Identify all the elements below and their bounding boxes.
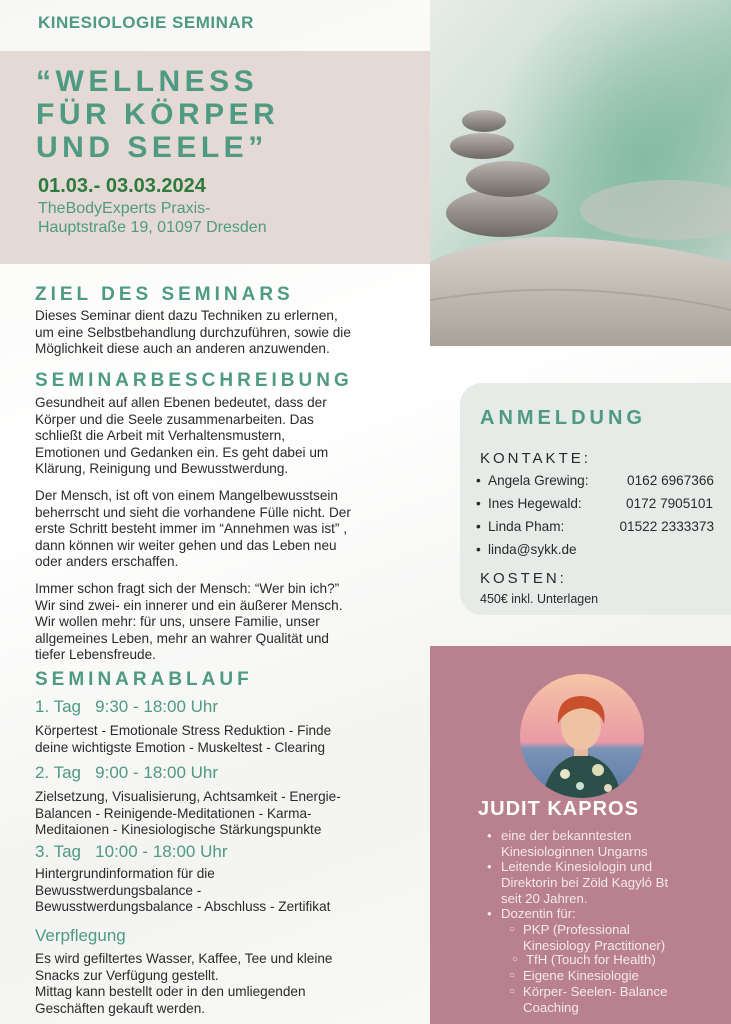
contact-phone-1[interactable]: 0162 6967366 [627, 473, 714, 488]
trainer-sub-4 [523, 984, 667, 1016]
text-line: ○ Körper- Seelen- Balance [523, 984, 668, 999]
text-line: oder anders erschaffen. [35, 554, 179, 569]
day-1-text [35, 723, 331, 756]
title-line-1: “WELLNESS [36, 65, 259, 98]
text-line: Körpertest - Emotionale Stress Reduktion - Finde [35, 723, 332, 738]
text-line: tiefer Lebensfreude. [35, 647, 156, 662]
text-line: Coaching [523, 1000, 579, 1015]
trainer-sub-3: ○ Eigene Kinesiologie [523, 968, 639, 984]
day-3-title: 3. Tag 10:00 - 18:00 Uhr [35, 842, 228, 861]
title-block [0, 51, 430, 264]
text-line: Körper und die Seele zusammenarbeiten. Das [35, 411, 314, 427]
contact-phone-3[interactable]: 01522 2333373 [619, 519, 714, 534]
text-line: Klärung, Reinigung und Bewusstwerdung. [35, 461, 289, 476]
beschreibung-p3 [35, 581, 343, 664]
text-line: Mittag kann bestellt oder in den umliegenden [35, 984, 306, 999]
day-2-text [35, 789, 341, 839]
text-line: Kinesiology Practitioner) [523, 938, 666, 953]
text-line: erste Schritt besteht immer im “Annehmen was ist” , [35, 521, 347, 536]
beschreibung-p1 [35, 395, 328, 478]
day-2-title: 2. Tag 9:00 - 18:00 Uhr [35, 763, 219, 782]
registration-heading: ANMELDUNG [480, 407, 646, 429]
beschreibung-heading: SEMINARBESCHREIBUNG [35, 370, 353, 391]
text-line: dann können wir weiter gehen und das Leben neu [35, 537, 337, 553]
text-line: Gesundheit auf allen Ebenen bedeutet, dass der [35, 395, 327, 410]
text-line: Balancen - Reinigende-Meditationen - Karma- [35, 805, 312, 821]
text-line: Der Mensch, ist oft von einem Mangelbewusstsein [35, 488, 338, 503]
price: 450€ inkl. Unterlagen [480, 592, 599, 606]
text-line: deine wichtigste Emotion - Muskeltest - Clearing [35, 739, 326, 755]
text-line: Möglichkeit diese auch an anderen anzuwenden. [35, 341, 330, 356]
contact-name-1: • Angela Grewing: [488, 473, 589, 488]
text-line: • eine der bekanntesten [501, 828, 632, 843]
text-line: Snacks zur Verfügung gestellt. [35, 967, 219, 983]
contact-name-3: • Linda Pham: [488, 519, 564, 534]
text-line: Geschäften gekauft werden. [35, 1000, 206, 1016]
text-line: Wir sind zwei- ein innerer und ein äußerer Mensch. [35, 597, 343, 613]
venue-line-1: TheBodyExperts Praxis- [38, 200, 211, 217]
trainer-avatar [520, 674, 644, 798]
contacts-label: KONTAKTE: [480, 450, 591, 467]
title-line-2: FÜR KÖRPER [36, 98, 280, 131]
text-line: beherrscht und sieht die vorhandene Fülle nicht. Der [35, 504, 351, 520]
venue-line-2: Hauptstraße 19, 01097 Dresden [38, 219, 267, 236]
day-1-title: 1. Tag 9:30 - 18:00 Uhr [35, 697, 219, 716]
trainer-name: JUDIT KAPROS [478, 798, 639, 820]
beschreibung-p2 [35, 488, 351, 571]
contact-name-2: • Ines Hegewald: [488, 496, 582, 511]
text-line: • Leitende Kinesiologin und [501, 859, 653, 874]
text-line: ○ PKP (Professional [523, 922, 630, 937]
registration-box [460, 383, 731, 615]
text-line: Emotionen und Gedanken ein. Es geht dabei um [35, 444, 329, 460]
text-line: Wir wollen mehr: für uns, unsere Familie, unser [35, 614, 320, 629]
text-line: allgemeines Leben, mehr an wahrer Qualität und [35, 630, 329, 646]
text-line: schließt die Arbeit mit Verhaltensmustern, [35, 428, 286, 443]
seminar-label: KINESIOLOGIE SEMINAR [38, 13, 254, 32]
text-line: Immer schon fragt sich der Mensch: “Wer bin ich?” [35, 581, 340, 596]
text-line: Meditaionen - Kinesiologische Stärkungspunkte [35, 822, 322, 837]
text-line: Bewusstwerdungsbalance - Abschluss - Zertifikat [35, 899, 331, 914]
text-line: Direktorin bei Zöld Kagyló Bt [501, 875, 669, 890]
ziel-heading: ZIEL DES SEMINARS [35, 284, 294, 305]
trainer-bullet-2 [501, 859, 668, 907]
trainer-sub-1 [523, 922, 665, 954]
contact-phone-2[interactable]: 0172 7905101 [626, 496, 713, 511]
text-line: Kinesiologinnen Ungarns [501, 844, 648, 859]
verpflegung-text [35, 951, 332, 1017]
ziel-text [35, 308, 351, 358]
trainer-bullet-3: • Dozentin für: [501, 906, 576, 922]
verpflegung-heading: Verpflegung [35, 926, 126, 945]
trainer-sub-2: ○ TfH (Touch for Health) [526, 952, 656, 968]
trainer-panel [430, 646, 731, 1024]
text-line: Zielsetzung, Visualisierung, Achtsamkeit - Energie- [35, 789, 341, 804]
text-line: Hintergrundinformation für die [35, 866, 215, 881]
ablauf-heading: SEMINARABLAUF [35, 669, 253, 690]
seminar-date: 01.03.- 03.03.2024 [38, 175, 206, 197]
day-3-text [35, 866, 330, 916]
text-line: Dieses Seminar dient dazu Techniken zu erlernen, [35, 308, 338, 323]
title-line-3: UND SEELE” [36, 131, 268, 164]
stacked-stones-photo [430, 0, 731, 346]
text-line: Es wird gefiltertes Wasser, Kaffee, Tee und kleine [35, 951, 333, 966]
text-line: seit 20 Jahren. [501, 891, 588, 906]
trainer-bullet-1 [501, 828, 648, 860]
text-line: Bewusstwerdungsbalance - [35, 882, 202, 898]
contact-email[interactable]: • linda@sykk.de [488, 542, 577, 557]
text-line: um eine Selbstbehandlung durchzuführen, sowie die [35, 324, 351, 340]
cost-label: KOSTEN: [480, 570, 567, 587]
